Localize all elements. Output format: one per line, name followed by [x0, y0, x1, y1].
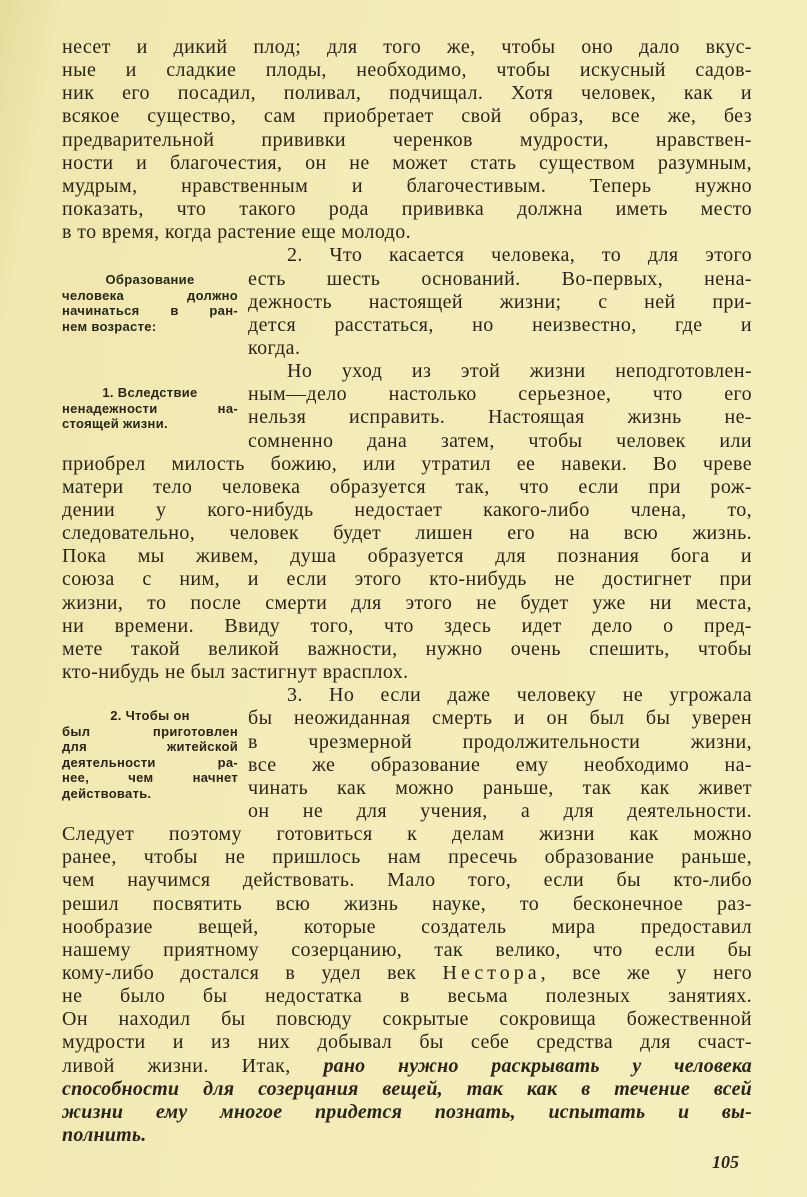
text-line: когда.	[248, 336, 301, 359]
text-line: следовательно, человек будет лишен его на всю жизнь.	[62, 522, 752, 545]
text-line: нообразие вещей, которые создатель мира предоставил	[62, 915, 752, 938]
text-line: предварительной прививки черенков мудрости, нравствен-	[62, 128, 752, 151]
text-line: нашему приятному созерцанию, так велико, что если бы	[62, 938, 752, 961]
text-line: ные и сладкие плоды, необходимо, чтобы искусный садов-	[62, 59, 752, 82]
text-line: приобрел милость божию, или утратил ее навеки. Во чреве	[62, 452, 752, 475]
margin-note-line: 2. Чтобы он	[110, 708, 190, 723]
text-line: дежность настоящей жизни; с ней при-	[248, 290, 752, 313]
text-line: бы неожиданная смерть и он был бы уверен	[248, 707, 752, 730]
margin-note-line: Образование	[105, 272, 195, 287]
margin-note-line: был приготовлен	[62, 723, 238, 739]
text-line: ни времени. Ввиду того, что здесь идет дело о пред-	[62, 614, 752, 637]
margin-note-line: 1. Вследствие	[102, 385, 198, 400]
text-line: чинать как можно раньше, так как живет	[248, 776, 752, 799]
emphasized-text: полнить.	[62, 1124, 147, 1147]
text-line: есть шесть оснований. Во-первых, нена-	[248, 267, 752, 290]
text-line: ным—дело настолько серьезное, что его	[248, 383, 752, 406]
margin-note	[62, 708, 238, 801]
margin-note-line: нее, чем начнет	[62, 770, 238, 785]
text-line: мудрости и из них добывал бы себе средства для счаст-	[62, 1031, 752, 1054]
margin-note-line: для житейской	[62, 739, 238, 754]
text-line: Следует поэтому готовиться к делам жизни как можно	[62, 823, 752, 846]
margin-note-line: ненадежности на-	[62, 400, 238, 416]
spaced-name: Нестора	[442, 962, 541, 984]
margin-note-line: стоящей жизни.	[62, 416, 168, 431]
text-line: ник его посадил, поливал, подчищал. Хотя человек, как и	[62, 82, 752, 105]
emphasized-text: способности для созерцания вещей, так как в течение всей	[62, 1077, 752, 1100]
text-line: сомненно дана затем, чтобы человек или	[248, 429, 752, 452]
margin-note-line: начинаться в ран-	[62, 303, 238, 318]
margin-note-line: человека должно	[62, 287, 238, 303]
text-line: матери тело человека образуется так, что если при рож-	[62, 475, 752, 498]
margin-note-line: нем возрасте:	[62, 318, 157, 334]
text-line: союза с ним, и если этого кто-нибудь не достигнет при	[62, 568, 752, 591]
text-line: нельзя исправить. Настоящая жизнь не-	[248, 406, 752, 429]
text-line	[62, 962, 752, 985]
text-line: Он находил бы повсюду сокрытые сокровища божественной	[62, 1008, 752, 1031]
text-line: Но уход из этой жизни неподготовлен-	[287, 360, 752, 383]
margin-note-line: деятельности ра-	[62, 754, 238, 770]
text-line: 2. Что касается человека, то для этого	[287, 244, 752, 267]
text-line: ности и благочестия, он не может стать существом разумным,	[62, 151, 752, 174]
text-line: жизни, то после смерти для этого не будет уже ни места,	[62, 591, 752, 614]
text-line: 3. Но если даже человеку не угрожала	[287, 684, 752, 707]
margin-note-line: действовать.	[62, 785, 152, 801]
text-line: всякое существо, сам приобретает свой образ, все же, без	[62, 105, 752, 128]
text-line: решил посвятить всю жизнь науке, то бесконечное раз-	[62, 892, 752, 915]
text-segment: кому-либо достался в удел век	[62, 962, 443, 984]
text-line: он не для учения, а для деятельности.	[248, 799, 752, 822]
text-line: Пока мы живем, душа образуется для познания бога и	[62, 545, 752, 568]
margin-note	[62, 385, 238, 432]
text-segment: ливой жизни. Итак,	[62, 1054, 324, 1077]
emphasized-text: жизни ему многое придется познать, испытать и вы-	[62, 1100, 752, 1123]
text-line: не было бы недостатка в весьма полезных занятиях.	[62, 985, 752, 1008]
margin-note	[62, 272, 238, 334]
text-line: мудрым, нравственным и благочестивым. Теперь нужно	[62, 174, 752, 197]
text-segment: , все же у него	[540, 962, 753, 984]
text-line: дении у кого-нибудь недостает какого-либо члена, то,	[62, 499, 752, 521]
page-number: 105	[712, 1152, 739, 1172]
text-line: ранее, чтобы не пришлось нам пресечь образование раньше,	[62, 846, 752, 869]
text-line	[62, 1078, 752, 1101]
text-line	[62, 1055, 752, 1078]
text-line: кто-нибудь не был застигнут врасплох.	[62, 661, 409, 684]
text-line: в чрезмерной продолжительности жизни,	[248, 730, 752, 753]
text-line: все же образование ему необходимо на-	[248, 753, 752, 776]
text-line	[62, 1101, 752, 1124]
emphasized-text: рано нужно раскрывать у человека	[323, 1054, 752, 1077]
text-line	[62, 1124, 752, 1147]
text-line: чем научимся действовать. Мало того, если бы кто-либо	[62, 869, 752, 892]
text-line: в то время, когда растение еще молодо.	[62, 221, 412, 244]
text-line: показать, что такого рода прививка должна иметь место	[62, 198, 752, 221]
text-line: дется расстаться, но неизвестно, где и	[248, 313, 752, 336]
text-line: мете такой великой важности, нужно очень спешить, чтобы	[62, 637, 752, 660]
text-line: несет и дикий плод; для того же, чтобы оно дало вкус-	[62, 36, 752, 58]
